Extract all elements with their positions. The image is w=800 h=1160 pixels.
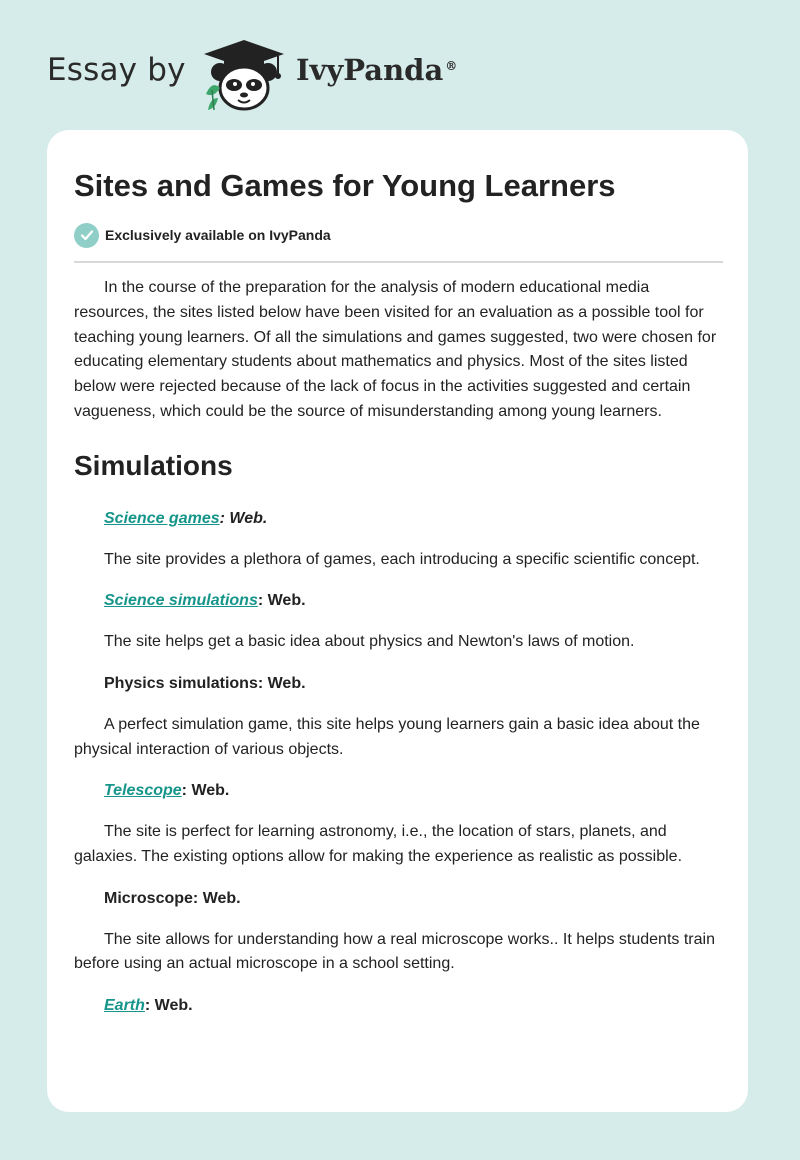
- science-simulations-link[interactable]: Science simulations: [104, 592, 258, 610]
- entry-suffix: : Web.: [181, 782, 230, 800]
- check-icon: [74, 223, 99, 248]
- earth-link[interactable]: Earth: [104, 997, 145, 1015]
- entry-earth: [74, 994, 723, 1019]
- panda-logo-icon[interactable]: [198, 36, 290, 112]
- registered-mark: ®: [445, 59, 458, 73]
- essay-body: [74, 276, 723, 1035]
- title-divider: [74, 261, 723, 263]
- page-header: [0, 0, 800, 120]
- entry-science-simulations: [74, 589, 723, 614]
- entry-telescope: [74, 779, 723, 804]
- entry-microscope: Microscope: Web.: [104, 889, 241, 907]
- exclusive-badge: [74, 222, 331, 248]
- exclusive-text: Exclusively available on IvyPanda: [105, 227, 331, 243]
- entry-description: The site provides a plethora of games, each introducing a specific scientific concept.: [104, 550, 700, 568]
- entry-description: A perfect simulation game, this site helps young learners gain a basic idea about the physical interaction of various objects.: [74, 715, 700, 758]
- brand-name[interactable]: [296, 50, 457, 90]
- telescope-link[interactable]: Telescope: [104, 782, 182, 800]
- brand-text: IvyPanda: [296, 53, 444, 87]
- entry-description: The site is perfect for learning astronomy, i.e., the location of stars, planets, and galaxies. The existing options allow for making the experience as realistic as possible.: [74, 823, 683, 865]
- entry-suffix: : Web.: [257, 592, 306, 610]
- entry-description: The site allows for understanding how a real microscope works.. It helps students train before using an actual microscope in a school setting.: [74, 930, 715, 973]
- entry-description: The site helps get a basic idea about physics and Newton's laws of motion.: [104, 633, 635, 651]
- entry-suffix: : Web.: [219, 509, 268, 527]
- entry-science-games: [74, 507, 723, 532]
- essay-card: [47, 130, 748, 1112]
- entry-suffix: : Web.: [144, 997, 193, 1015]
- section-title-simulations: Simulations: [74, 449, 233, 481]
- page-title: Sites and Games for Young Learners: [74, 168, 616, 203]
- science-games-link[interactable]: Science games: [104, 509, 220, 527]
- intro-paragraph: In the course of the preparation for the analysis of modern educational media resources, the sites listed below have been visited for an evaluation as a possible tool for teaching young learners. Of all the simulations and games suggested, two were chosen for educating elementary students about mathematics and physics. Most of the sites listed below were rejected because of the lack of focus in the activities suggested and certain vagueness, which could be the source of misunderstanding among young learners.: [74, 279, 717, 420]
- entry-physics-simulations: Physics simulations: Web.: [104, 674, 306, 692]
- essay-by-label: Essay by: [47, 52, 186, 88]
